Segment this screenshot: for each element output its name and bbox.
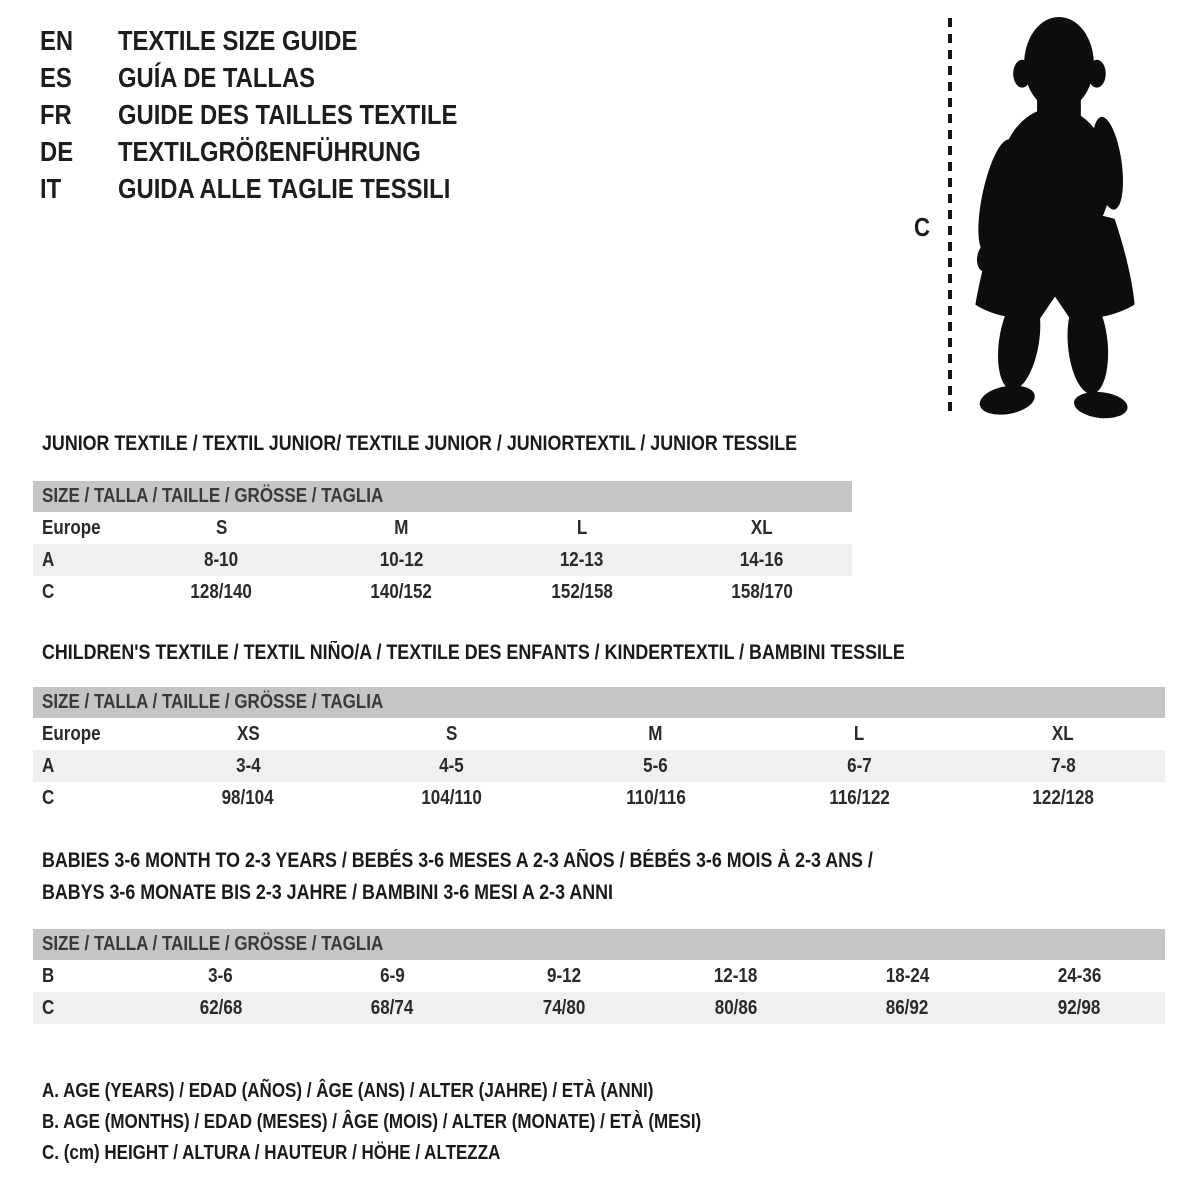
cell-text: 14-16 [740,548,784,571]
table-row [33,782,1165,814]
children-size-bar [33,687,1165,718]
cell-text: 116/122 [829,786,890,809]
cell-text: S [215,516,228,539]
cell-text: 140/152 [370,580,433,603]
cell-text: 6-9 [380,964,405,987]
height-measure-label [914,212,933,243]
row-label-text: C [42,786,55,809]
lang-row-fr [40,96,517,133]
table-cell [311,581,491,604]
babies-section-heading-line1-text: BABIES 3-6 MONTH TO 2-3 YEARS / BEBÉS 3-6 MESES A 2-3 AÑOS / BÉBÉS 3-6 MOIS À 2-3 ANS / [42,849,873,872]
lang-row-es [40,59,517,96]
table-cell [135,997,307,1020]
cell-text: S [446,722,458,745]
cell-text: 68/74 [371,996,414,1019]
cell-text: 5-6 [643,754,668,777]
table-cell [757,787,961,810]
cell-text: XL [751,516,773,539]
cell-text: M [648,722,663,745]
cell-text: 128/140 [190,580,253,603]
row-label [33,581,131,604]
table-cell [672,517,852,540]
lang-title-de [118,136,474,168]
table-cell [492,549,672,572]
table-cell [131,517,311,540]
table-row [33,544,852,576]
babies-size-table [33,929,1165,1024]
table-cell [307,965,479,988]
cell-text: 7-8 [1050,754,1076,777]
table-cell [554,755,758,778]
lang-code-de-text: DE [40,135,74,167]
lang-code-fr-text: FR [40,98,72,130]
junior-size-bar-text: SIZE / TALLA / TAILLE / GRÖSSE / TAGLIA [42,485,384,507]
table-cell [822,997,994,1020]
silhouette-right-ear [1088,60,1106,88]
table-row [33,718,1165,750]
lang-code-fr [40,99,118,131]
lang-code-it-text: IT [40,172,62,204]
junior-section-heading-text: JUNIOR TEXTILE / TEXTIL JUNIOR/ TEXTILE JUNIOR / JUNIORTEXTIL / JUNIOR TESSILE [42,432,798,455]
cell-text: XS [236,722,260,745]
row-label [33,549,131,572]
table-cell [757,755,961,778]
table-cell [554,787,758,810]
footnote-a-text: A. AGE (YEARS) / EDAD (AÑOS) / ÂGE (ANS) / ALTER (JAHRE) / ETÀ (ANNI) [42,1080,654,1102]
lang-title-de-text: TEXTILGRÖßENFÜHRUNG [118,135,421,167]
toddler-silhouette-icon [966,12,1138,420]
cell-text: 12-18 [714,964,758,987]
table-cell [993,965,1165,988]
table-cell [757,723,961,746]
babies-section-heading-line2 [42,881,714,905]
table-cell [146,787,350,810]
table-cell [672,549,852,572]
table-cell [131,581,311,604]
cell-text: 12-13 [559,548,604,571]
lang-code-es [40,62,118,94]
row-label [33,517,131,540]
cell-text: 24-36 [1057,964,1101,987]
cell-text: XL [1052,722,1074,745]
lang-title-it-text: GUIDA ALLE TAGLIE TESSILI [118,172,451,204]
cell-text: 98/104 [222,786,275,809]
row-label-text: A [42,548,55,571]
table-row [33,576,852,608]
table-cell [650,965,822,988]
table-cell [131,549,311,572]
cell-text: 92/98 [1057,996,1101,1019]
table-cell [961,755,1165,778]
lang-title-it [118,173,509,205]
cell-text: M [394,516,409,539]
row-label [33,723,146,746]
lang-row-it [40,170,517,207]
row-label-text: B [42,964,55,987]
row-label-text: Europe [42,516,101,539]
table-cell [350,723,554,746]
cell-text: 18-24 [885,964,930,987]
row-label-text: C [42,996,55,1019]
cell-text: 74/80 [542,996,586,1019]
lang-title-en-text: TEXTILE SIZE GUIDE [118,24,358,56]
table-cell [350,755,554,778]
table-cell [650,997,822,1020]
lang-row-en [40,22,517,59]
lang-code-en-text: EN [40,24,74,56]
lang-title-es-text: GUÍA DE TALLAS [118,61,316,93]
table-cell [672,581,852,604]
row-label [33,965,135,988]
cell-text: 9-12 [547,964,582,987]
table-cell [822,965,994,988]
footnote-b-text: B. AGE (MONTHS) / EDAD (MESES) / ÂGE (MOIS) / ALTER (MONATE) / ETÀ (MESI) [42,1111,702,1133]
footnote-a [42,1076,818,1107]
row-label-text: C [42,580,55,603]
table-cell [478,965,650,988]
babies-section-heading-line1 [42,849,1020,873]
row-label [33,997,135,1020]
lang-row-de [40,133,517,170]
row-label [33,755,146,778]
lang-code-it [40,173,118,205]
silhouette-left-ear [1013,60,1031,88]
lang-title-fr-text: GUIDE DES TAILLES TEXTILE [118,98,458,130]
table-cell [311,549,491,572]
table-cell [311,517,491,540]
table-cell [146,723,350,746]
table-row [33,960,1165,992]
language-header [40,22,517,207]
lang-code-en [40,25,118,57]
row-label-text: Europe [42,722,101,745]
table-row [33,512,852,544]
height-measure-dashed-line [948,18,952,416]
lang-title-en [118,25,400,57]
lang-code-es-text: ES [40,61,72,93]
table-cell [961,723,1165,746]
children-section-heading [42,641,1057,665]
table-cell [492,517,672,540]
table-cell [350,787,554,810]
cell-text: 104/110 [421,786,483,809]
cell-text: 4-5 [439,754,465,777]
junior-size-table [33,481,852,608]
silhouette-shorts [975,212,1134,319]
lang-code-de [40,136,118,168]
silhouette-head [1024,17,1094,111]
cell-text: L [576,516,587,539]
lang-title-es [118,62,350,94]
table-cell [492,581,672,604]
footnotes [42,1076,818,1169]
babies-size-bar [33,929,1165,960]
table-cell [307,997,479,1020]
lang-title-fr [118,99,517,131]
cell-text: 62/68 [199,996,242,1019]
cell-text: 10-12 [379,548,424,571]
row-label [33,787,146,810]
cell-text: 6-7 [847,754,872,777]
children-size-table [33,687,1165,814]
table-cell [993,997,1165,1020]
junior-section-heading [42,432,930,456]
table-cell [146,755,350,778]
cell-text: 80/86 [714,996,758,1019]
row-label-text: A [42,754,55,777]
table-row [33,750,1165,782]
cell-text: 86/92 [886,996,929,1019]
cell-text: 3-6 [208,964,234,987]
children-section-heading-text: CHILDREN'S TEXTILE / TEXTIL NIÑO/A / TEXTILE DES ENFANTS / KINDERTEXTIL / BAMBINI TESSILE [42,641,905,664]
cell-text: 8-10 [204,548,239,571]
table-cell [478,997,650,1020]
footnote-b [42,1107,818,1138]
table-cell [554,723,758,746]
babies-section-heading-line2-text: BABYS 3-6 MONATE BIS 2-3 JAHRE / BAMBINI 3-6 MESI A 2-3 ANNI [42,881,613,904]
cell-text: 158/170 [731,580,793,603]
silhouette-right-foot [1073,389,1129,420]
cell-text: 3-4 [235,754,261,777]
footnote-c [42,1138,818,1169]
table-cell [961,787,1165,810]
height-measure-label-text: C [914,212,930,242]
table-row [33,992,1165,1024]
table-cell [135,965,307,988]
junior-size-bar [33,481,852,512]
babies-size-bar-text: SIZE / TALLA / TAILLE / GRÖSSE / TAGLIA [42,933,384,955]
cell-text: 110/116 [625,786,686,809]
silhouette-left-foot [977,382,1037,419]
children-size-bar-text: SIZE / TALLA / TAILLE / GRÖSSE / TAGLIA [42,691,384,713]
cell-text: 152/158 [550,580,613,603]
cell-text: L [854,722,865,745]
cell-text: 122/128 [1032,786,1094,809]
footnote-c-text: C. (cm) HEIGHT / ALTURA / HAUTEUR / HÖHE / ALTEZZA [42,1142,501,1164]
